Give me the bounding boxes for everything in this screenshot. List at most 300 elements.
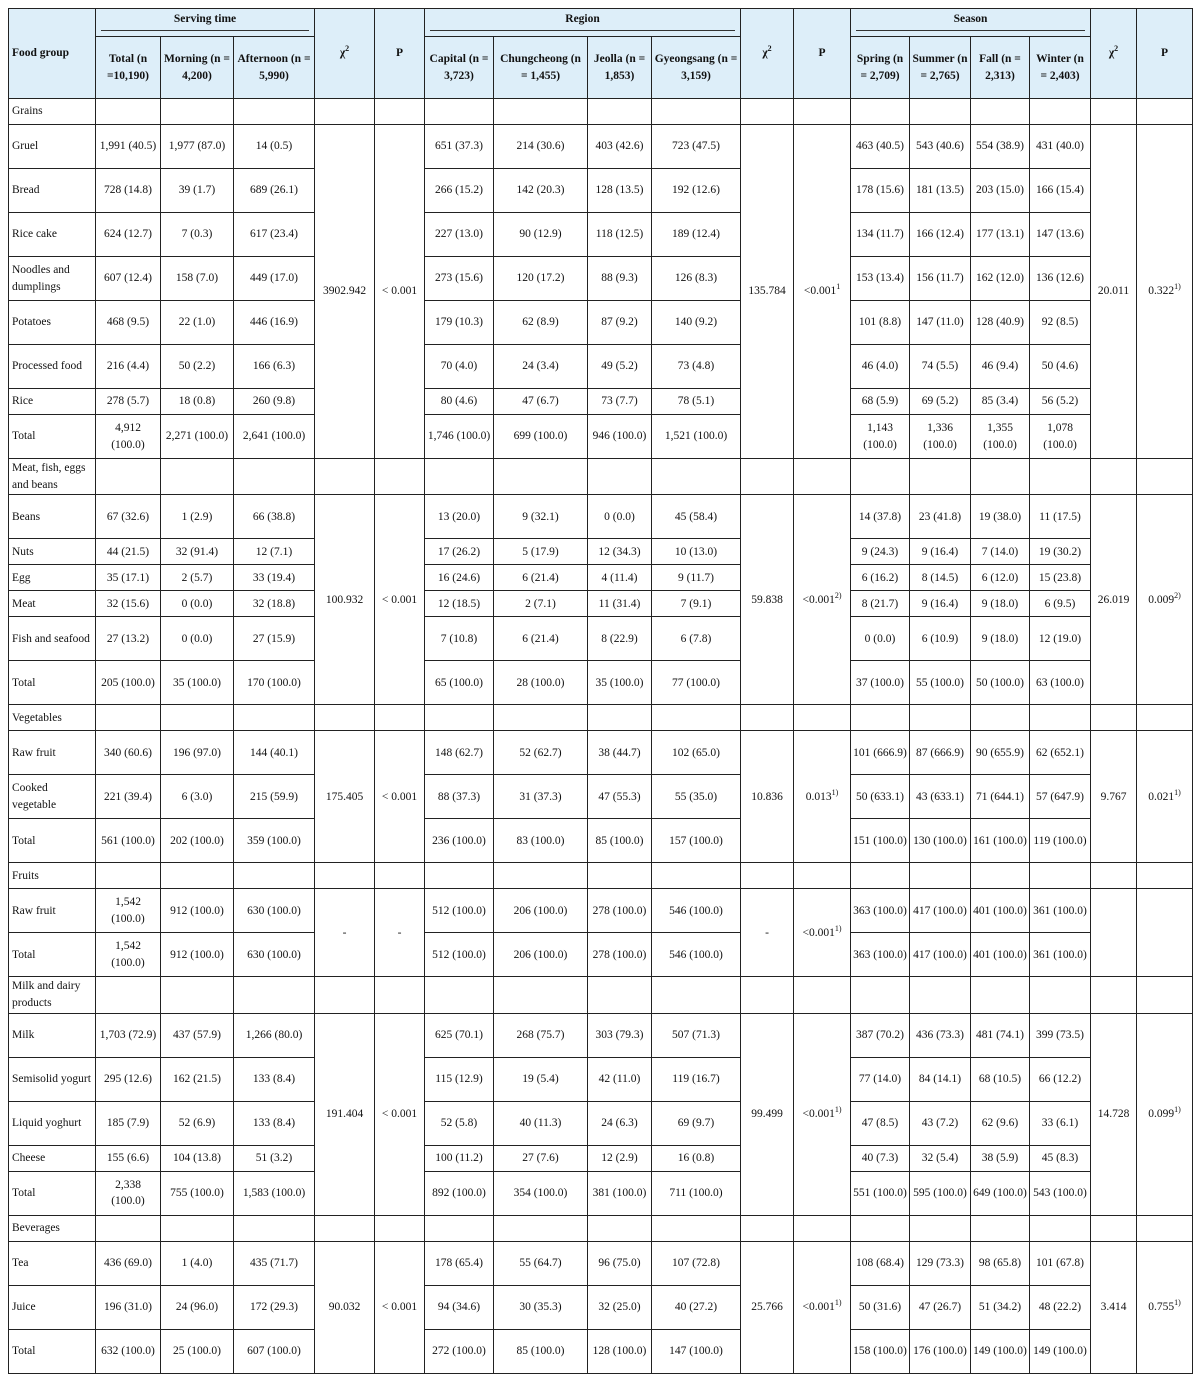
season-value: 401 (100.0) [971, 889, 1030, 933]
season-value: 101 (666.9) [851, 731, 910, 775]
region-value: 16 (24.6) [425, 565, 494, 591]
serving-chi2: - [315, 889, 375, 977]
region-p-value [794, 731, 851, 863]
category-filler [425, 459, 494, 495]
region-value: 403 (42.6) [588, 125, 652, 169]
region-value: 96 (75.0) [588, 1241, 652, 1285]
region-value: 512 (100.0) [425, 933, 494, 977]
season-value: 6 (9.5) [1030, 591, 1091, 617]
serving-value: 6 (3.0) [161, 775, 234, 819]
table-row [9, 1241, 1193, 1285]
season-value: 119 (100.0) [1030, 819, 1091, 863]
region-value: 47 (6.7) [494, 389, 588, 415]
serving-chi2: 191.404 [315, 1013, 375, 1215]
region-header: Region [425, 9, 741, 37]
season-value: 162 (12.0) [971, 257, 1030, 301]
season-value: 0 (0.0) [851, 617, 910, 661]
region-chi2: 10.836 [741, 731, 794, 863]
category-filler [161, 99, 234, 125]
serving-value: 50 (2.2) [161, 345, 234, 389]
season-value: 129 (73.3) [910, 1241, 971, 1285]
region-chi2: 135.784 [741, 125, 794, 459]
region-value: 28 (100.0) [494, 661, 588, 705]
region-value: 189 (12.4) [652, 213, 741, 257]
food-name: Semisolid yogurt [9, 1057, 96, 1101]
season-header: Season [851, 9, 1091, 37]
serving-value: 32 (18.8) [234, 591, 315, 617]
food-name: Total [9, 819, 96, 863]
food-name: Total [9, 933, 96, 977]
table-row [9, 213, 1193, 257]
serving-value: 7 (0.3) [161, 213, 234, 257]
season-value: 66 (12.2) [1030, 1057, 1091, 1101]
season-value: 46 (9.4) [971, 345, 1030, 389]
category-filler [588, 977, 652, 1013]
region-value: 8 (22.9) [588, 617, 652, 661]
season-value: 431 (40.0) [1030, 125, 1091, 169]
category-filler [161, 705, 234, 731]
season-value: 57 (647.9) [1030, 775, 1091, 819]
region-value: 12 (2.9) [588, 1145, 652, 1171]
region-value: 35 (100.0) [588, 661, 652, 705]
category-filler [971, 705, 1030, 731]
serving-value: 51 (3.2) [234, 1145, 315, 1171]
category-filler [425, 705, 494, 731]
serving-value: 2 (5.7) [161, 565, 234, 591]
serving-value: 728 (14.8) [96, 169, 161, 213]
category-filler [794, 459, 851, 495]
p-value-text: - [397, 926, 402, 939]
table-row [9, 1329, 1193, 1373]
region-value: 90 (12.9) [494, 213, 588, 257]
category-filler [971, 863, 1030, 889]
region-value: 31 (37.3) [494, 775, 588, 819]
category-filler [234, 977, 315, 1013]
category-filler [494, 705, 588, 731]
footnote-marker: 1) [1174, 787, 1181, 797]
season-value: 71 (644.1) [971, 775, 1030, 819]
region-value: 83 (100.0) [494, 819, 588, 863]
table-row [9, 731, 1193, 775]
serving-value: 32 (15.6) [96, 591, 161, 617]
category-filler [375, 99, 425, 125]
food-name: Egg [9, 565, 96, 591]
season-chi2: 3.414 [1091, 1241, 1137, 1373]
region-value: 65 (100.0) [425, 661, 494, 705]
p-value-text: < 0.001 [381, 790, 418, 803]
serving-value: 561 (100.0) [96, 819, 161, 863]
season-value: 363 (100.0) [851, 933, 910, 977]
season-value: 130 (100.0) [910, 819, 971, 863]
season-value: 47 (8.5) [851, 1101, 910, 1145]
col-header: Spring (n = 2,709) [851, 37, 910, 99]
region-value: 19 (5.4) [494, 1057, 588, 1101]
serving-value: 260 (9.8) [234, 389, 315, 415]
category-filler [851, 705, 910, 731]
table-row [9, 125, 1193, 169]
season-value: 40 (7.3) [851, 1145, 910, 1171]
footnote-marker: 2) [834, 590, 842, 600]
region-value: 9 (32.1) [494, 495, 588, 539]
footnote-marker: 1) [831, 787, 839, 797]
season-value: 149 (100.0) [971, 1329, 1030, 1373]
season-value: 1,078 (100.0) [1030, 415, 1091, 459]
food-name: Beans [9, 495, 96, 539]
season-value: 177 (13.1) [971, 213, 1030, 257]
serving-value: 18 (0.8) [161, 389, 234, 415]
season-value: 74 (5.5) [910, 345, 971, 389]
serving-p-value [375, 125, 425, 459]
region-value: 88 (37.3) [425, 775, 494, 819]
serving-value: 216 (4.4) [96, 345, 161, 389]
serving-value: 436 (69.0) [96, 1241, 161, 1285]
region-value: 206 (100.0) [494, 889, 588, 933]
p-value-text: < 0.001 [381, 593, 418, 606]
season-value: 92 (8.5) [1030, 301, 1091, 345]
region-value: 214 (30.6) [494, 125, 588, 169]
category-filler [315, 863, 375, 889]
season-value: 108 (68.4) [851, 1241, 910, 1285]
region-value: 6 (21.4) [494, 617, 588, 661]
serving-value: 35 (100.0) [161, 661, 234, 705]
region-value: 45 (58.4) [652, 495, 741, 539]
season-value: 9 (18.0) [971, 591, 1030, 617]
category-filler [851, 977, 910, 1013]
season-value: 50 (4.6) [1030, 345, 1091, 389]
region-value: 24 (3.4) [494, 345, 588, 389]
footnote-marker: 1) [834, 1105, 842, 1115]
region-value: 6 (7.8) [652, 617, 741, 661]
p-value-text: < 0.001 [381, 1107, 418, 1120]
region-value: 107 (72.8) [652, 1241, 741, 1285]
season-value: 147 (13.6) [1030, 213, 1091, 257]
region-value: 140 (9.2) [652, 301, 741, 345]
region-value: 78 (5.1) [652, 389, 741, 415]
category-filler [494, 1215, 588, 1241]
serving-value: 0 (0.0) [161, 591, 234, 617]
region-value: 206 (100.0) [494, 933, 588, 977]
season-value: 43 (633.1) [910, 775, 971, 819]
season-value: 9 (16.4) [910, 539, 971, 565]
category-filler [652, 99, 741, 125]
chi2-superscript: 2 [1114, 44, 1119, 54]
serving-value: 35 (17.1) [96, 565, 161, 591]
season-value: 158 (100.0) [851, 1329, 910, 1373]
region-chi2: 25.766 [741, 1241, 794, 1373]
region-value: 128 (13.5) [588, 169, 652, 213]
season-value: 15 (23.8) [1030, 565, 1091, 591]
region-value: 47 (55.3) [588, 775, 652, 819]
season-value: 19 (30.2) [1030, 539, 1091, 565]
serving-value: 66 (38.8) [234, 495, 315, 539]
region-value: 94 (34.6) [425, 1285, 494, 1329]
footnote-marker: 1) [834, 1298, 842, 1308]
region-chi2: 59.838 [741, 495, 794, 705]
category-filler [315, 977, 375, 1013]
region-value: 892 (100.0) [425, 1171, 494, 1215]
season-p-value [1137, 731, 1193, 863]
category-filler [851, 1215, 910, 1241]
season-value: 6 (12.0) [971, 565, 1030, 591]
category-filler [588, 705, 652, 731]
serving-value: 24 (96.0) [161, 1285, 234, 1329]
serving-value: 446 (16.9) [234, 301, 315, 345]
table-row [9, 889, 1193, 933]
category-filler [161, 1215, 234, 1241]
region-value: 11 (31.4) [588, 591, 652, 617]
serving-value: 172 (29.3) [234, 1285, 315, 1329]
category-filler [652, 459, 741, 495]
serving-time-header: Serving time [96, 9, 315, 37]
category-filler [1091, 705, 1137, 731]
food-name: Total [9, 1329, 96, 1373]
serving-value: 170 (100.0) [234, 661, 315, 705]
serving-p-value [375, 731, 425, 863]
season-value: 151 (100.0) [851, 819, 910, 863]
season-value: 149 (100.0) [1030, 1329, 1091, 1373]
serving-p-value [375, 495, 425, 705]
season-value: 387 (70.2) [851, 1013, 910, 1057]
season-value: 554 (38.9) [971, 125, 1030, 169]
category-label: Fruits [9, 863, 96, 889]
serving-value: 632 (100.0) [96, 1329, 161, 1373]
season-chi2: 9.767 [1091, 731, 1137, 863]
region-value: 546 (100.0) [652, 933, 741, 977]
serving-value: 162 (21.5) [161, 1057, 234, 1101]
serving-p-value [375, 1241, 425, 1373]
season-value: 87 (666.9) [910, 731, 971, 775]
footnote-marker: 1) [1174, 1105, 1181, 1115]
p-value-text: 0.009 [1148, 593, 1175, 606]
serving-value: 1,991 (40.5) [96, 125, 161, 169]
season-value: 156 (11.7) [910, 257, 971, 301]
season-value: 46 (4.0) [851, 345, 910, 389]
serving-value: 158 (7.0) [161, 257, 234, 301]
col-header: Summer (n = 2,765) [910, 37, 971, 99]
region-value: 4 (11.4) [588, 565, 652, 591]
region-value: 278 (100.0) [588, 889, 652, 933]
serving-value: 25 (100.0) [161, 1329, 234, 1373]
category-filler [910, 977, 971, 1013]
region-p-value [794, 125, 851, 459]
category-filler [1030, 705, 1091, 731]
p-value-text: <0.001 [802, 1107, 835, 1120]
category-filler [741, 705, 794, 731]
category-filler [234, 459, 315, 495]
p-value-text: < 0.001 [381, 1300, 418, 1313]
region-value: 126 (8.3) [652, 257, 741, 301]
chi2-superscript: 2 [767, 44, 772, 54]
category-filler [234, 99, 315, 125]
category-filler [375, 705, 425, 731]
table-row [9, 661, 1193, 705]
food-name: Gruel [9, 125, 96, 169]
season-value: 33 (6.1) [1030, 1101, 1091, 1145]
season-value: 32 (5.4) [910, 1145, 971, 1171]
food-name: Noodles and dumplings [9, 257, 96, 301]
region-value: 85 (100.0) [494, 1329, 588, 1373]
food-name: Juice [9, 1285, 96, 1329]
food-name: Cooked vegetable [9, 775, 96, 819]
region-value: 192 (12.6) [652, 169, 741, 213]
region-value: 625 (70.1) [425, 1013, 494, 1057]
category-filler [1030, 863, 1091, 889]
category-filler [234, 863, 315, 889]
serving-value: 52 (6.9) [161, 1101, 234, 1145]
category-filler [652, 863, 741, 889]
season-value: 1,336 (100.0) [910, 415, 971, 459]
season-p-header: P [1137, 9, 1193, 99]
category-filler [234, 705, 315, 731]
region-value: 723 (47.5) [652, 125, 741, 169]
food-group-table [8, 8, 1193, 1374]
region-value: 178 (65.4) [425, 1241, 494, 1285]
season-value: 101 (67.8) [1030, 1241, 1091, 1285]
category-filler [588, 863, 652, 889]
season-value: 9 (18.0) [971, 617, 1030, 661]
p-value-text: 0.755 [1148, 1300, 1175, 1313]
season-value: 90 (655.9) [971, 731, 1030, 775]
region-value: 73 (7.7) [588, 389, 652, 415]
region-value: 12 (18.5) [425, 591, 494, 617]
region-value: 5 (17.9) [494, 539, 588, 565]
category-filler [910, 705, 971, 731]
season-value: 63 (100.0) [1030, 661, 1091, 705]
season-value: 50 (100.0) [971, 661, 1030, 705]
region-chi2-header [741, 9, 794, 99]
season-value: 62 (652.1) [1030, 731, 1091, 775]
footnote-marker: 1) [834, 923, 842, 933]
serving-value: 617 (23.4) [234, 213, 315, 257]
category-filler [851, 459, 910, 495]
serving-value: 133 (8.4) [234, 1101, 315, 1145]
serving-chi2: 175.405 [315, 731, 375, 863]
footnote-marker: 1) [1174, 282, 1181, 292]
season-value: 38 (5.9) [971, 1145, 1030, 1171]
serving-value: 27 (15.9) [234, 617, 315, 661]
category-filler [1137, 977, 1193, 1013]
food-name: Rice [9, 389, 96, 415]
category-filler [1030, 1215, 1091, 1241]
category-filler [971, 977, 1030, 1013]
col-header: Jeolla (n = 1,853) [588, 37, 652, 99]
season-value: 98 (65.8) [971, 1241, 1030, 1285]
chi2-symbol: χ [1108, 47, 1115, 60]
category-filler [1091, 863, 1137, 889]
season-value: 77 (14.0) [851, 1057, 910, 1101]
footnote-marker: 1 [836, 282, 841, 292]
season-value: 161 (100.0) [971, 819, 1030, 863]
region-value: 40 (11.3) [494, 1101, 588, 1145]
region-value: 273 (15.6) [425, 257, 494, 301]
category-filler [315, 99, 375, 125]
season-chi2: 20.011 [1091, 125, 1137, 459]
chi2-symbol: χ [762, 47, 768, 60]
season-value: 12 (19.0) [1030, 617, 1091, 661]
season-value: 23 (41.8) [910, 495, 971, 539]
col-header: Afternoon (n = 5,990) [234, 37, 315, 99]
serving-value: 196 (97.0) [161, 731, 234, 775]
serving-value: 437 (57.9) [161, 1013, 234, 1057]
season-value: 62 (9.6) [971, 1101, 1030, 1145]
serving-value: 166 (6.3) [234, 345, 315, 389]
serving-value: 359 (100.0) [234, 819, 315, 863]
food-name: Total [9, 1171, 96, 1215]
category-filler [96, 705, 161, 731]
p-value-text: 0.099 [1148, 1107, 1175, 1120]
season-value: 463 (40.5) [851, 125, 910, 169]
category-filler [1137, 863, 1193, 889]
col-header: Gyeongsang (n = 3,159) [652, 37, 741, 99]
category-filler [741, 99, 794, 125]
season-value: 436 (73.3) [910, 1013, 971, 1057]
category-filler [794, 99, 851, 125]
category-filler [494, 99, 588, 125]
table-row [9, 819, 1193, 863]
table-row [9, 1285, 1193, 1329]
category-filler [96, 459, 161, 495]
season-value: 9 (24.3) [851, 539, 910, 565]
serving-value: 2,338 (100.0) [96, 1171, 161, 1215]
serving-value: 32 (91.4) [161, 539, 234, 565]
p-value-text: <0.001 [802, 926, 835, 939]
region-value: 7 (10.8) [425, 617, 494, 661]
category-filler [425, 1215, 494, 1241]
serving-value: 12 (7.1) [234, 539, 315, 565]
region-value: 1,746 (100.0) [425, 415, 494, 459]
region-value: 2 (7.1) [494, 591, 588, 617]
region-value: 6 (21.4) [494, 565, 588, 591]
region-value: 119 (16.7) [652, 1057, 741, 1101]
p-value-text: 0.021 [1148, 790, 1175, 803]
season-value: 649 (100.0) [971, 1171, 1030, 1215]
season-value: 37 (100.0) [851, 661, 910, 705]
season-p-value [1137, 1241, 1193, 1373]
season-value: 153 (13.4) [851, 257, 910, 301]
region-value: 118 (12.5) [588, 213, 652, 257]
region-value: 147 (100.0) [652, 1329, 741, 1373]
table-row [9, 617, 1193, 661]
table-row [9, 169, 1193, 213]
food-name: Bread [9, 169, 96, 213]
category-filler [794, 705, 851, 731]
region-value: 272 (100.0) [425, 1329, 494, 1373]
category-filler [910, 99, 971, 125]
season-value: 361 (100.0) [1030, 889, 1091, 933]
food-name: Raw fruit [9, 731, 96, 775]
region-chi2: - [741, 889, 794, 977]
region-value: 12 (34.3) [588, 539, 652, 565]
serving-value: 4,912 (100.0) [96, 415, 161, 459]
season-value: 14 (37.8) [851, 495, 910, 539]
category-label: Milk and dairy products [9, 977, 96, 1013]
season-value: 50 (31.6) [851, 1285, 910, 1329]
region-value: 142 (20.3) [494, 169, 588, 213]
category-filler [910, 1215, 971, 1241]
region-value: 7 (9.1) [652, 591, 741, 617]
region-value: 651 (37.3) [425, 125, 494, 169]
region-value: 699 (100.0) [494, 415, 588, 459]
season-value: 203 (15.0) [971, 169, 1030, 213]
table-row [9, 1101, 1193, 1145]
category-filler [315, 459, 375, 495]
category-filler [588, 99, 652, 125]
category-filler [375, 863, 425, 889]
season-value: 543 (40.6) [910, 125, 971, 169]
season-value: 166 (15.4) [1030, 169, 1091, 213]
region-value: 512 (100.0) [425, 889, 494, 933]
season-value: 68 (10.5) [971, 1057, 1030, 1101]
